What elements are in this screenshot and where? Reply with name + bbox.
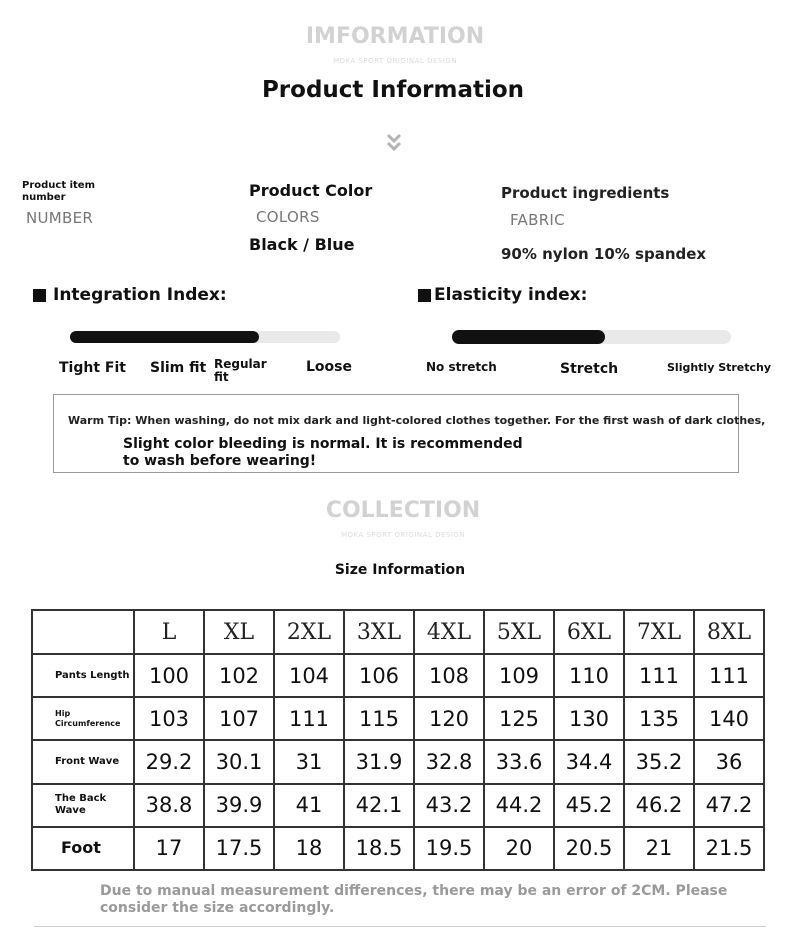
table-cell: 111 [274,697,344,740]
size-header: 8XL [694,610,764,654]
section-title-information: IMFORMATION [305,24,485,49]
ingredients-label: Product ingredients [501,184,670,202]
table-cell: 32.8 [414,740,484,783]
table-cell: 41 [274,784,344,827]
table-cell: 17.5 [204,827,274,870]
table-cell: 43.2 [414,784,484,827]
color-label: Product Color [249,181,373,200]
row-label: Pants Length [32,654,134,697]
table-cell: 103 [134,697,204,740]
fit-label-tight: Tight Fit [59,360,126,376]
color-value: Black / Blue [249,235,355,254]
row-label: Foot [32,827,134,870]
divider [34,926,766,927]
table-cell: 17 [134,827,204,870]
stretch-label-slight: Slightly Stretchy [667,361,772,374]
table-row [32,654,764,697]
table-cell: 18 [274,827,344,870]
collection-subtitle: MOKA SPORT ORIGINAL DESIGN [340,531,466,539]
size-header: 6XL [554,610,624,654]
size-info-title: Size Information [334,562,466,578]
color-sub: COLORS [256,208,320,226]
elasticity-index-label: Elasticity index: [434,285,588,305]
ingredients-value: 90% nylon 10% spandex [501,245,707,263]
item-number-label: Product item number [22,180,96,203]
table-cell: 44.2 [484,784,554,827]
table-cell: 21 [624,827,694,870]
table-cell: 110 [554,654,624,697]
elasticity-index-fill [452,330,605,344]
size-header: L [134,610,204,654]
square-bullet-icon [33,289,46,302]
table-cell: 36 [694,740,764,783]
table-cell: 130 [554,697,624,740]
warm-tip-line1: Warm Tip: When washing, do not mix dark and light-colored clothes together. For the first wash of dark clothes, [68,414,766,427]
table-cell: 46.2 [624,784,694,827]
size-table [31,609,765,871]
row-label: The Back Wave [32,784,134,827]
table-cell: 140 [694,697,764,740]
size-header: 7XL [624,610,694,654]
warm-tip-box [53,394,766,473]
table-cell: 20.5 [554,827,624,870]
integration-index-bar [70,331,340,343]
table-cell: 42.1 [344,784,414,827]
table-cell: 100 [134,654,204,697]
table-row [32,740,764,783]
double-chevron-down-icon [383,131,405,155]
elasticity-index-bar [452,330,731,344]
integration-index-fill [70,331,259,343]
table-cell: 21.5 [694,827,764,870]
fit-label-regular: Regular fit [214,357,267,384]
table-cell: 38.8 [134,784,204,827]
item-number-value: NUMBER [26,209,94,227]
row-label: Hip Circumference [32,697,134,740]
table-cell: 135 [624,697,694,740]
table-cell: 125 [484,697,554,740]
size-header: XL [204,610,274,654]
table-cell: 106 [344,654,414,697]
table-cell: 39.9 [204,784,274,827]
section-subtitle: MOKA SPORT ORIGINAL DESIGN [332,57,458,65]
table-cell: 19.5 [414,827,484,870]
table-cell: 31 [274,740,344,783]
table-row [32,697,764,740]
table-cell: 102 [204,654,274,697]
table-cell: 20 [484,827,554,870]
table-cell: 31.9 [344,740,414,783]
integration-index-title [33,285,227,305]
table-cell: 18.5 [344,827,414,870]
integration-index-label: Integration Index: [53,285,227,305]
size-header: 4XL [414,610,484,654]
size-header: 2XL [274,610,344,654]
table-cell: 30.1 [204,740,274,783]
table-cell: 120 [414,697,484,740]
table-cell: 107 [204,697,274,740]
page-title: Product Information [261,77,525,103]
warm-tip-line2: Slight color bleeding is normal. It is recommended to wash before wearing! [123,436,523,469]
table-cell: 33.6 [484,740,554,783]
table-row [32,827,764,870]
table-row [32,784,764,827]
fit-label-loose: Loose [306,359,352,375]
table-cell: 47.2 [694,784,764,827]
size-header: 3XL [344,610,414,654]
table-cell: 45.2 [554,784,624,827]
table-cell: 111 [694,654,764,697]
table-cell: 111 [624,654,694,697]
size-header-row [32,610,764,654]
table-cell: 108 [414,654,484,697]
square-bullet-icon [418,289,431,302]
table-cell: 104 [274,654,344,697]
measurement-note: Due to manual measurement differences, there may be an error of 2CM. Please consider the size accordingly. [100,883,728,916]
table-cell: 35.2 [624,740,694,783]
elasticity-index-title [418,285,587,305]
ingredients-sub: FABRIC [510,211,565,229]
table-cell: 115 [344,697,414,740]
section-title-collection: COLLECTION [325,498,481,523]
stretch-label-none: No stretch [426,360,497,374]
stretch-label-stretch: Stretch [560,361,619,377]
row-label: Front Wave [32,740,134,783]
table-corner-cell [32,610,134,654]
size-header: 5XL [484,610,554,654]
table-cell: 109 [484,654,554,697]
fit-label-slim: Slim fit [150,360,207,376]
table-cell: 29.2 [134,740,204,783]
table-cell: 34.4 [554,740,624,783]
